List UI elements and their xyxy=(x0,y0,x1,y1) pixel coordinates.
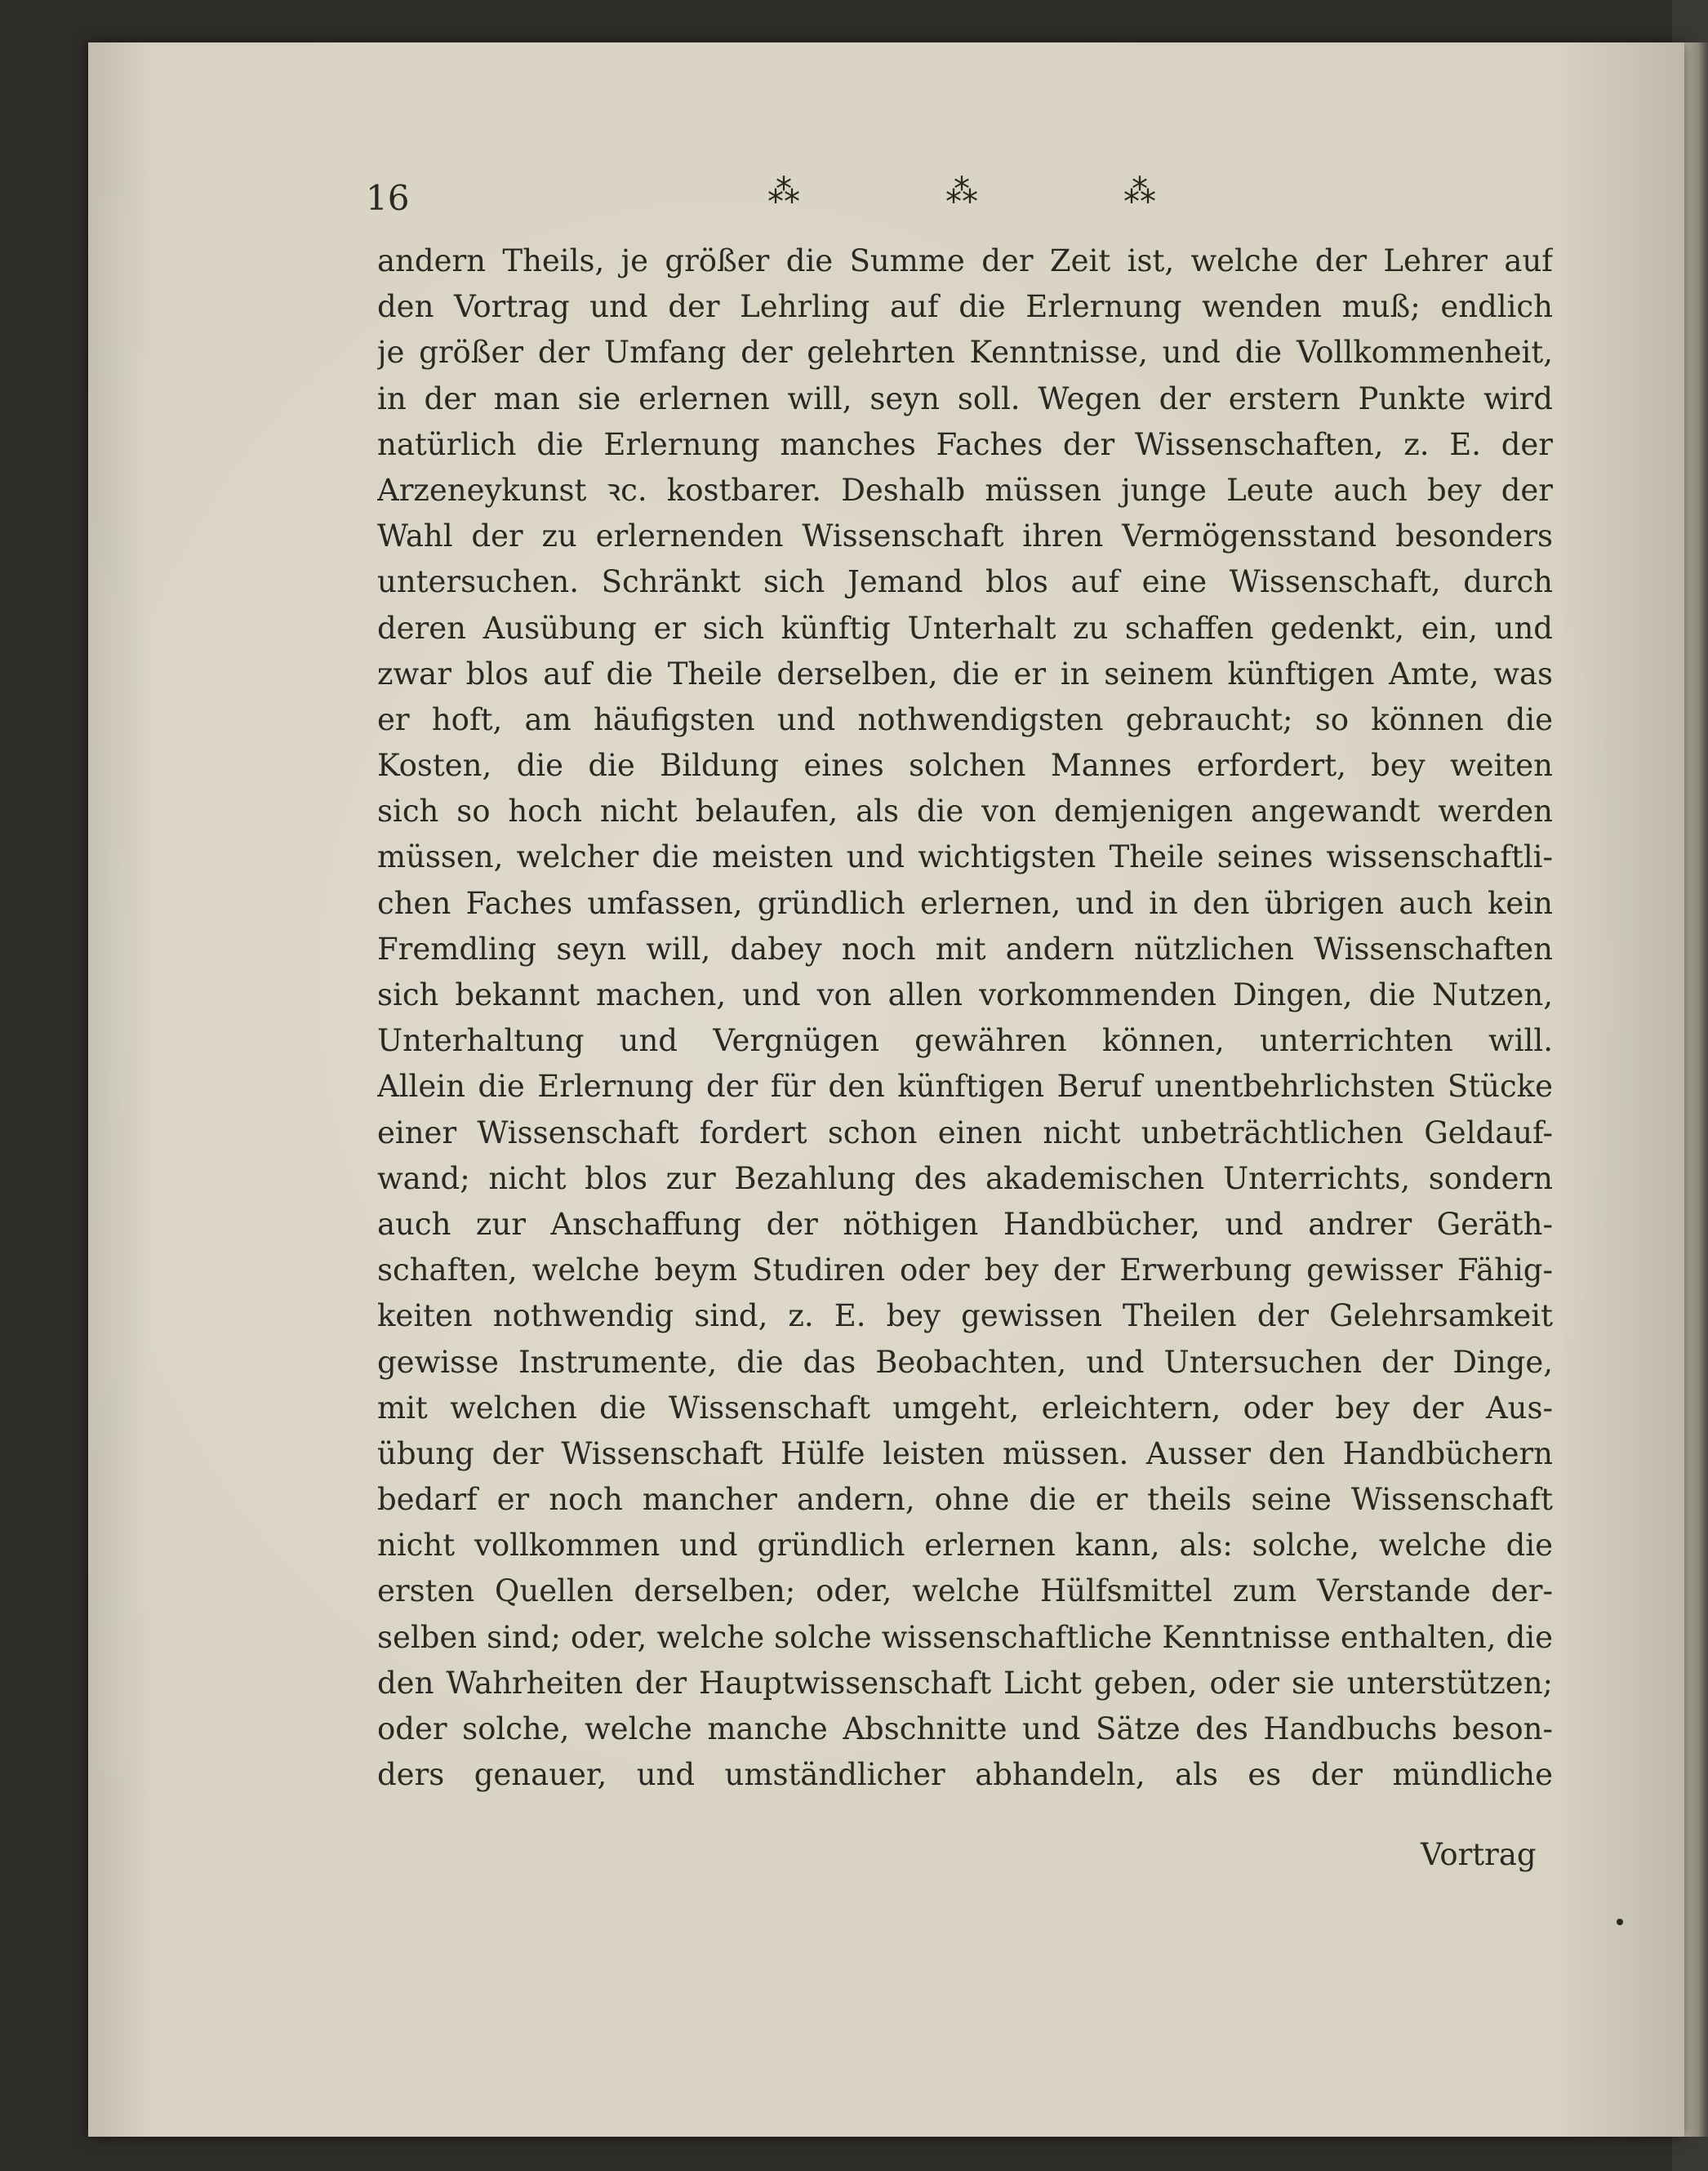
text-line: den Wahrheiten der Hauptwissenschaft Licht geben, oder sie unterstützen; xyxy=(377,1665,1553,1701)
text-line: den Vortrag und der Lehrling auf die Erlernung wenden muß; endlich xyxy=(377,289,1553,325)
ornament-fleuron-icon: ⁂ xyxy=(1123,173,1151,211)
text-line: schaften, welche beym Studiren oder bey der Erwerbung gewisser Fähig- xyxy=(377,1252,1553,1288)
text-line: natürlich die Erlernung manches Faches der Wissenschaften, z. E. der xyxy=(377,426,1553,462)
text-line: sich so hoch nicht belaufen, als die von demjenigen angewandt werden xyxy=(377,794,1553,830)
text-line: in der man sie erlernen will, seyn soll. Wegen der erstern Punkte wird xyxy=(377,380,1553,416)
text-line: gewisse Instrumente, die das Beobachten, und Untersuchen der Dinge, xyxy=(377,1344,1553,1380)
text-line: untersuchen. Schränkt sich Jemand blos auf eine Wissenschaft, durch xyxy=(377,564,1553,600)
ink-spot xyxy=(1617,1919,1623,1925)
catchword: Vortrag xyxy=(1421,1837,1537,1872)
text-line: bedarf er noch mancher andern, ohne die er theils seine Wissenschaft xyxy=(377,1482,1553,1518)
text-line: selben sind; oder, welche solche wissenschaftliche Kenntnisse enthalten, die xyxy=(377,1619,1553,1655)
text-line: ders genauer, und umständlicher abhandeln, als es der mündliche xyxy=(377,1757,1553,1793)
text-line: deren Ausübung er sich künftig Unterhalt zu schaffen gedenkt, ein, und xyxy=(377,610,1553,646)
text-line: Unterhaltung und Vergnügen gewähren können, unterrichten will. xyxy=(377,1023,1553,1059)
text-line: ersten Quellen derselben; oder, welche Hülfsmittel zum Verstande der- xyxy=(377,1573,1553,1609)
page-number: 16 xyxy=(366,178,410,218)
text-line: chen Faches umfassen, gründlich erlernen, und in den übrigen auch kein xyxy=(377,885,1553,921)
header-ornaments xyxy=(767,167,1151,216)
text-line: zwar blos auf die Theile derselben, die er in seinem künftigen Amte, was xyxy=(377,656,1553,692)
text-line: Arzeneykunst ꝛc. kostbarer. Deshalb müssen junge Leute auch bey der xyxy=(377,472,1553,508)
ornament-fleuron-icon: ⁂ xyxy=(767,173,795,211)
page-edge xyxy=(1684,42,1708,2137)
text-line: andern Theils, je größer die Summe der Zeit ist, welche der Lehrer auf xyxy=(377,243,1553,278)
text-line: oder solche, welche manche Abschnitte und Sätze des Handbuchs beson- xyxy=(377,1711,1553,1746)
text-line: Fremdling seyn will, dabey noch mit andern nützlichen Wissenschaften xyxy=(377,931,1553,967)
text-line: Wahl der zu erlernenden Wissenschaft ihren Vermögensstand besonders xyxy=(377,518,1553,554)
ornament-fleuron-icon: ⁂ xyxy=(945,173,973,211)
text-line: einer Wissenschaft fordert schon einen nicht unbeträchtlichen Geldauf- xyxy=(377,1114,1553,1150)
text-line: wand; nicht blos zur Bezahlung des akademischen Unterrichts, sondern xyxy=(377,1160,1553,1196)
text-line: übung der Wissenschaft Hülfe leisten müssen. Ausser den Handbüchern xyxy=(377,1435,1553,1471)
text-line: müssen, welcher die meisten und wichtigsten Theile seines wissenschaftli- xyxy=(377,839,1553,875)
text-line: keiten nothwendig sind, z. E. bey gewissen Theilen der Gelehrsamkeit xyxy=(377,1298,1553,1334)
text-line: er hoft, am häufigsten und nothwendigsten gebraucht; so können die xyxy=(377,701,1553,737)
text-line: je größer der Umfang der gelehrten Kenntnisse, und die Vollkommenheit, xyxy=(377,335,1553,371)
text-line: Kosten, die die Bildung eines solchen Mannes erfordert, bey weiten xyxy=(377,748,1553,784)
text-line: auch zur Anschaffung der nöthigen Handbücher, und andrer Geräth- xyxy=(377,1206,1553,1242)
text-line: nicht vollkommen und gründlich erlernen kann, als: solche, welche die xyxy=(377,1528,1553,1564)
text-line: mit welchen die Wissenschaft umgeht, erleichtern, oder bey der Aus- xyxy=(377,1390,1553,1426)
text-line: Allein die Erlernung der für den künftigen Beruf unentbehrlichsten Stücke xyxy=(377,1069,1553,1105)
body-text xyxy=(377,238,1553,1798)
text-line: sich bekannt machen, und von allen vorkommenden Dingen, die Nutzen, xyxy=(377,977,1553,1012)
